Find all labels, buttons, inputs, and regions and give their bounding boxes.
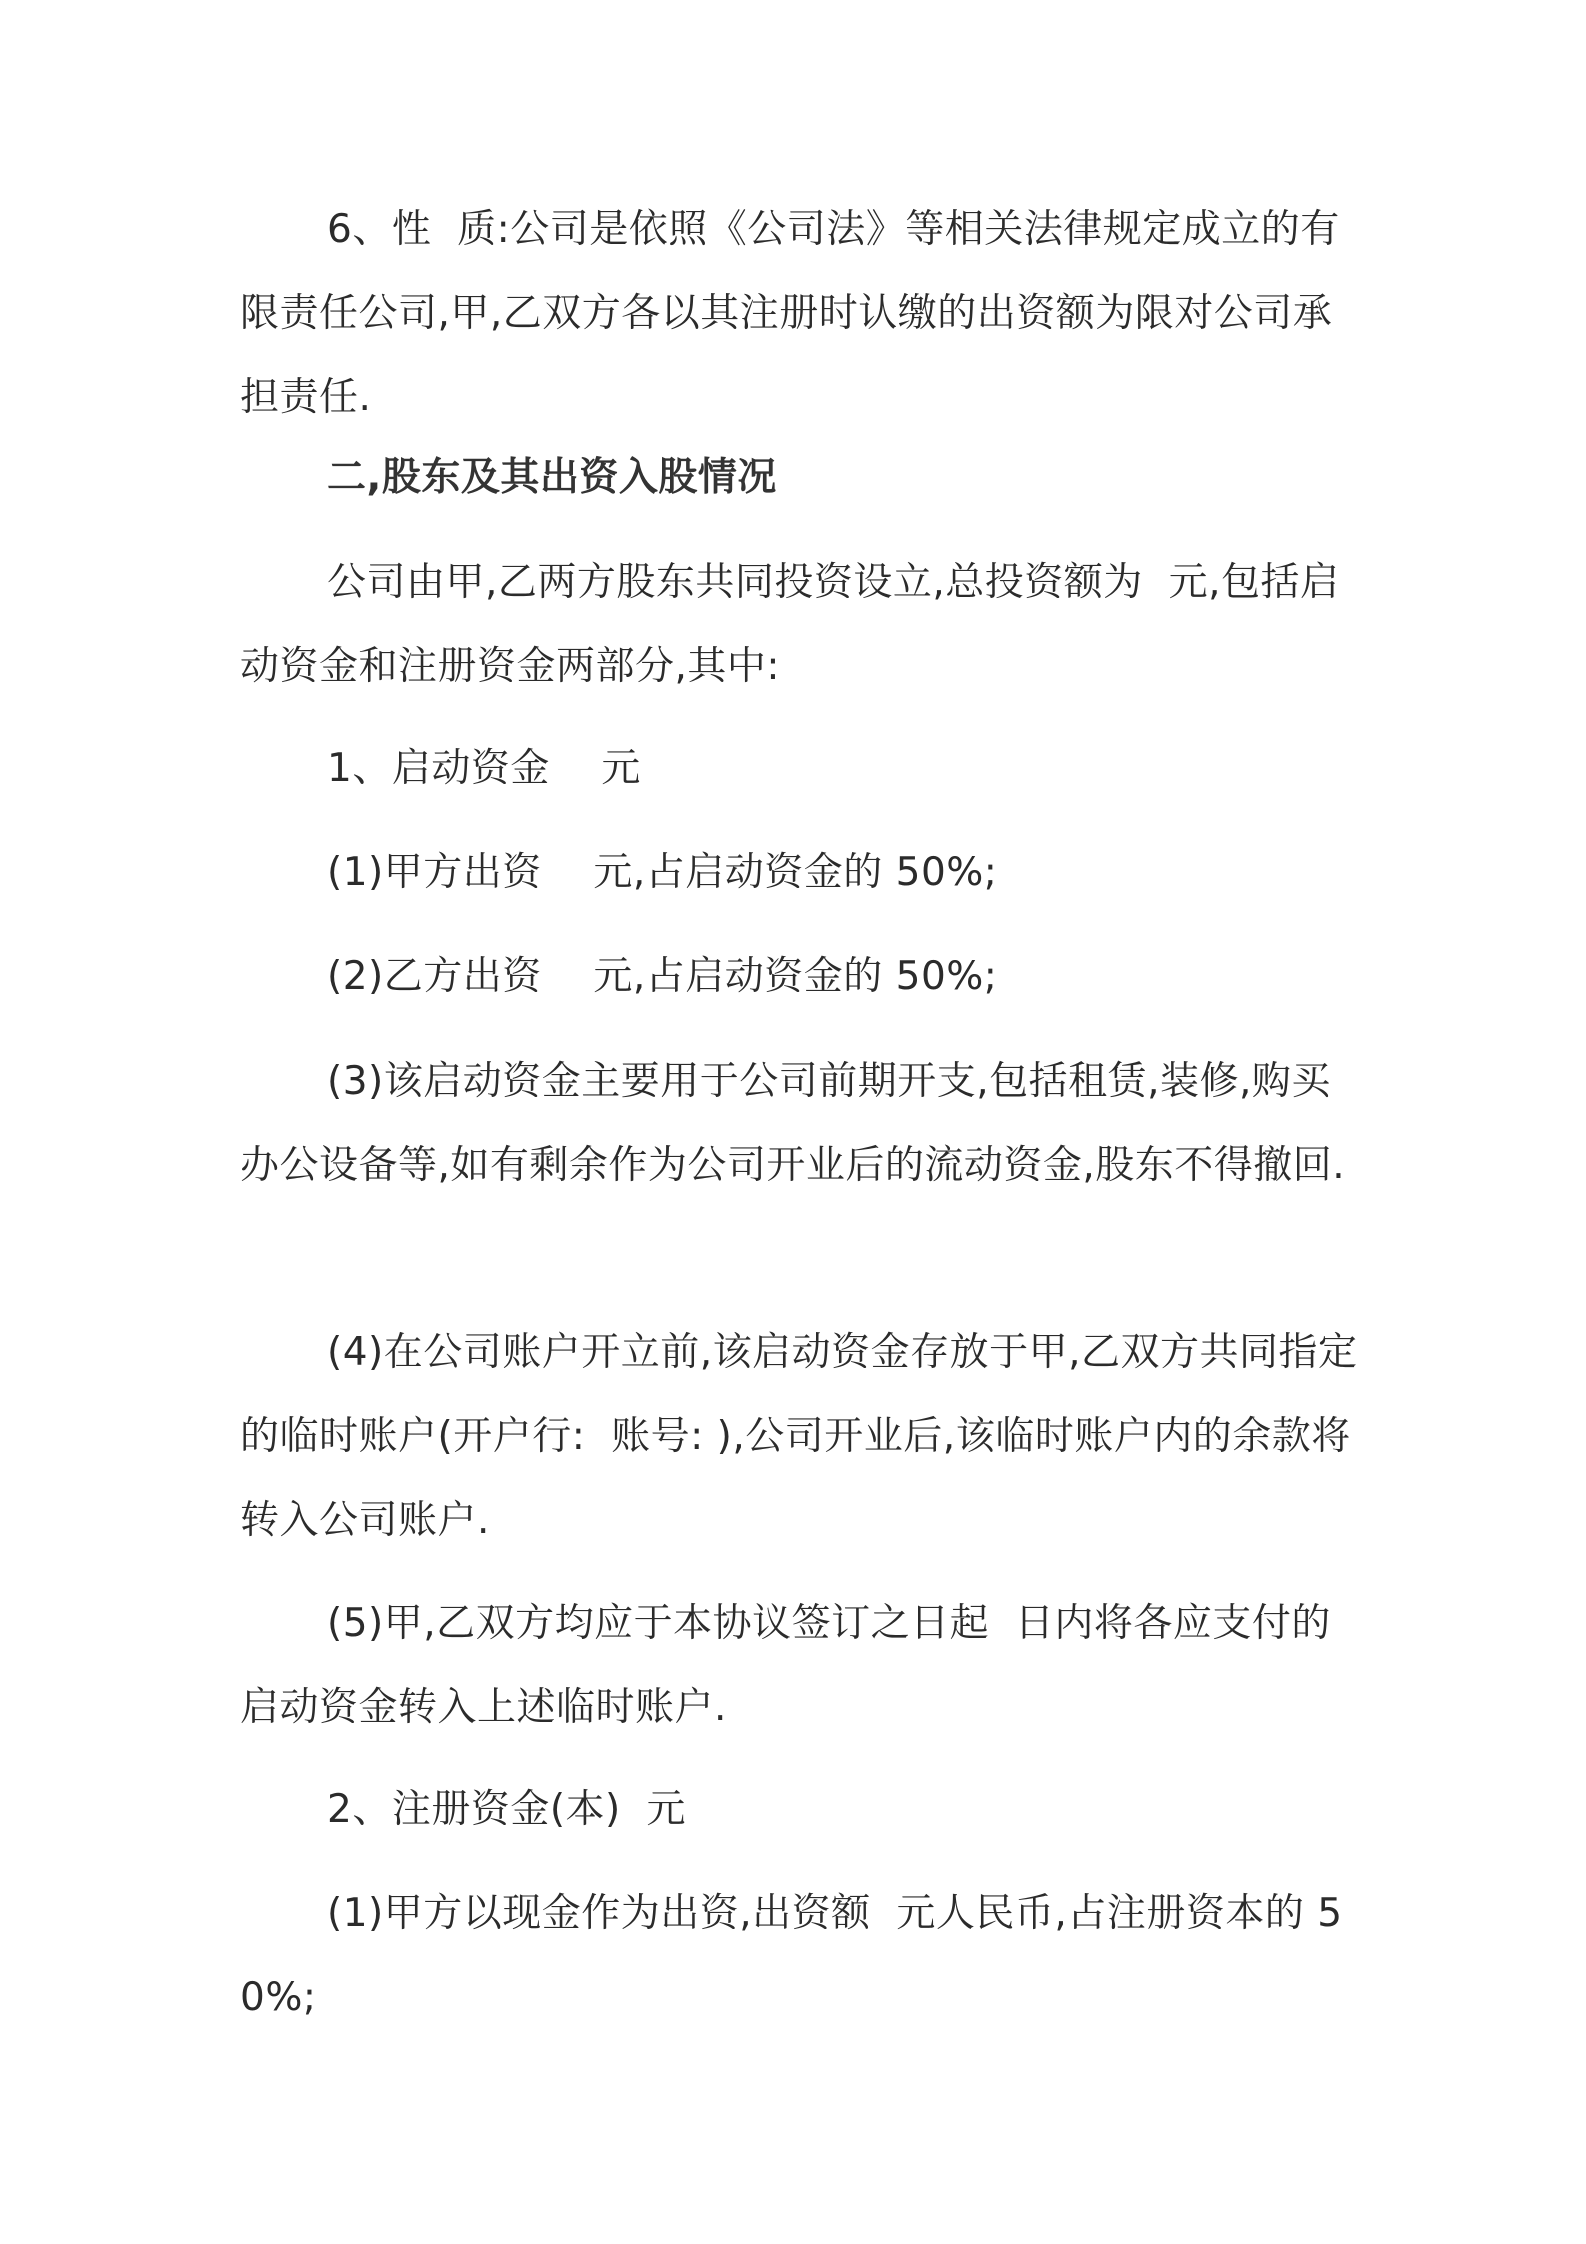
item-startup-usage: (3)该启动资金主要用于公司前期开支,包括租赁,装修,购买办公设备等,如有剩余作为公司开业后的流动资金,股东不得撤回. — [240, 1059, 1346, 1188]
item-transfer-deadline: (5)甲,乙双方均应于本协议签订之日起 日内将各应支付的启动资金转入上述临时账户. — [240, 1601, 1331, 1730]
item-startup-funds: 1、启动资金 元 — [327, 746, 641, 791]
item-party-a-startup: (1)甲方出资 元,占启动资金的 50%; — [327, 850, 998, 895]
item-temporary-account: (4)在公司账户开立前,该启动资金存放于甲,乙双方共同指定的临时账户(开户行: 账号: ),公司开业后,该临时账户内的余款将转入公司账户. — [240, 1330, 1358, 1543]
paragraph-nature: 6、性 质:公司是依照《公司法》等相关法律规定成立的有限责任公司,甲,乙双方各以其注册时认缴的出资额为限对公司承担责任. — [240, 207, 1340, 420]
item-party-b-startup: (2)乙方出资 元,占启动资金的 50%; — [327, 954, 998, 999]
item-registered-capital: 2、注册资金(本) 元 — [327, 1787, 687, 1832]
item-party-a-capital: (1)甲方以现金作为出资,出资额 元人民币,占注册资本的 50%; — [240, 1891, 1343, 2020]
section-heading-shareholders: 二,股东及其出资入股情况 — [327, 455, 777, 500]
paragraph-total-investment: 公司由甲,乙两方股东共同投资设立,总投资额为 元,包括启动资金和注册资金两部分,其中: — [240, 560, 1340, 689]
